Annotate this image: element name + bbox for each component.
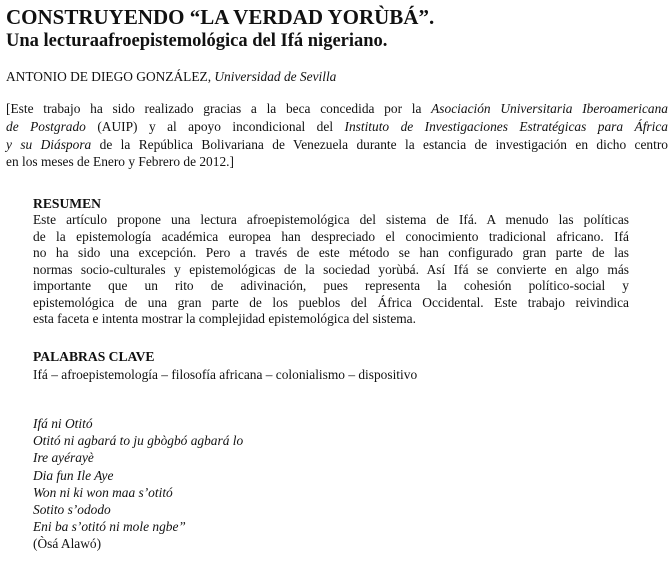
abstract-line: importante que un rito de adivinación, pues representa la cohesión político-social y xyxy=(33,278,629,293)
acknowledgment-italic-text: de Postgrado xyxy=(6,118,86,134)
verse-source: (Òsá Alawó) xyxy=(33,536,102,552)
abstract-line: esta faceta e intenta mostrar la complejidad epistemológica del sistema. xyxy=(33,311,416,326)
abstract-line: de la epistemología académica europea han despreciado el conocimiento tradicional africano. Ifá xyxy=(33,228,629,244)
author-affiliation: Universidad de Sevilla xyxy=(214,69,337,84)
verse-line: Otitó ni agbará to ju gbògbó agbará lo xyxy=(33,433,244,449)
verse-line: Won ni ki won maa s’otitó xyxy=(33,484,173,500)
acknowledgment-text: de la República Bolivariana de Venezuela durante la estancia de investigación en dicho centro xyxy=(91,136,669,152)
acknowledgment-italic-text: y su Diáspora xyxy=(6,136,92,152)
abstract-line: epistemológica de una gran parte de los pueblos del África Occidental. Este trabajo reivindica xyxy=(33,294,629,310)
epigraph-verse xyxy=(33,415,243,553)
verse-line: Ire ayérayè xyxy=(33,450,94,466)
abstract-line: no ha sido una excepción. Pero a través de este método se han configurado gran parte de las xyxy=(33,245,629,260)
paper-title: CONSTRUYENDO “LA VERDAD YORÙBÁ”. xyxy=(6,5,435,29)
keywords-heading: PALABRAS CLAVE xyxy=(33,349,155,364)
verse-line: Eni ba s’otitó ni mole ngbe” xyxy=(33,519,186,535)
abstract-body xyxy=(33,212,629,328)
acknowledgment-line xyxy=(6,153,668,171)
abstract-heading: RESUMEN xyxy=(33,196,101,211)
abstract-line: Este artículo propone una lectura afroepistemológica del sistema de Ifá. A menudo las políticas xyxy=(33,212,629,227)
acknowledgment-note xyxy=(6,100,668,171)
keywords-list: Ifá – afroepistemología – filosofía africana – colonialismo – dispositivo xyxy=(33,367,418,382)
abstract-line: normas socio-culturales y epistemológicas de la sociedad yorùbá. Así Ifá se convierte en algo más xyxy=(33,261,629,277)
acknowledgment-italic-text: Asociación Universitaria Iberoamericana xyxy=(431,101,668,116)
acknowledgment-italic-text: Instituto de Investigaciones Estratégicas para África xyxy=(344,118,668,134)
acknowledgment-line xyxy=(6,100,668,118)
acknowledgment-line xyxy=(6,136,668,154)
acknowledgment-text: [Este trabajo ha sido realizado gracias a la beca concedida por la xyxy=(6,101,432,116)
acknowledgment-text: (AUIP) y al apoyo incondicional del xyxy=(85,118,345,134)
verse-line: Ifá ni Otitó xyxy=(33,416,93,431)
author-name: ANTONIO DE DIEGO GONZÁLEZ, xyxy=(6,69,215,84)
verse-line: Sotito s’ododo xyxy=(33,502,111,518)
verse-line: Dia fun Ile Aye xyxy=(33,467,114,483)
author-line xyxy=(6,68,336,85)
paper-subtitle: Una lecturaafroepistemológica del Ifá nigeriano. xyxy=(6,31,388,51)
acknowledgment-text: en los meses de Enero y Febrero de 2012.] xyxy=(6,154,234,170)
acknowledgment-line xyxy=(6,118,668,136)
